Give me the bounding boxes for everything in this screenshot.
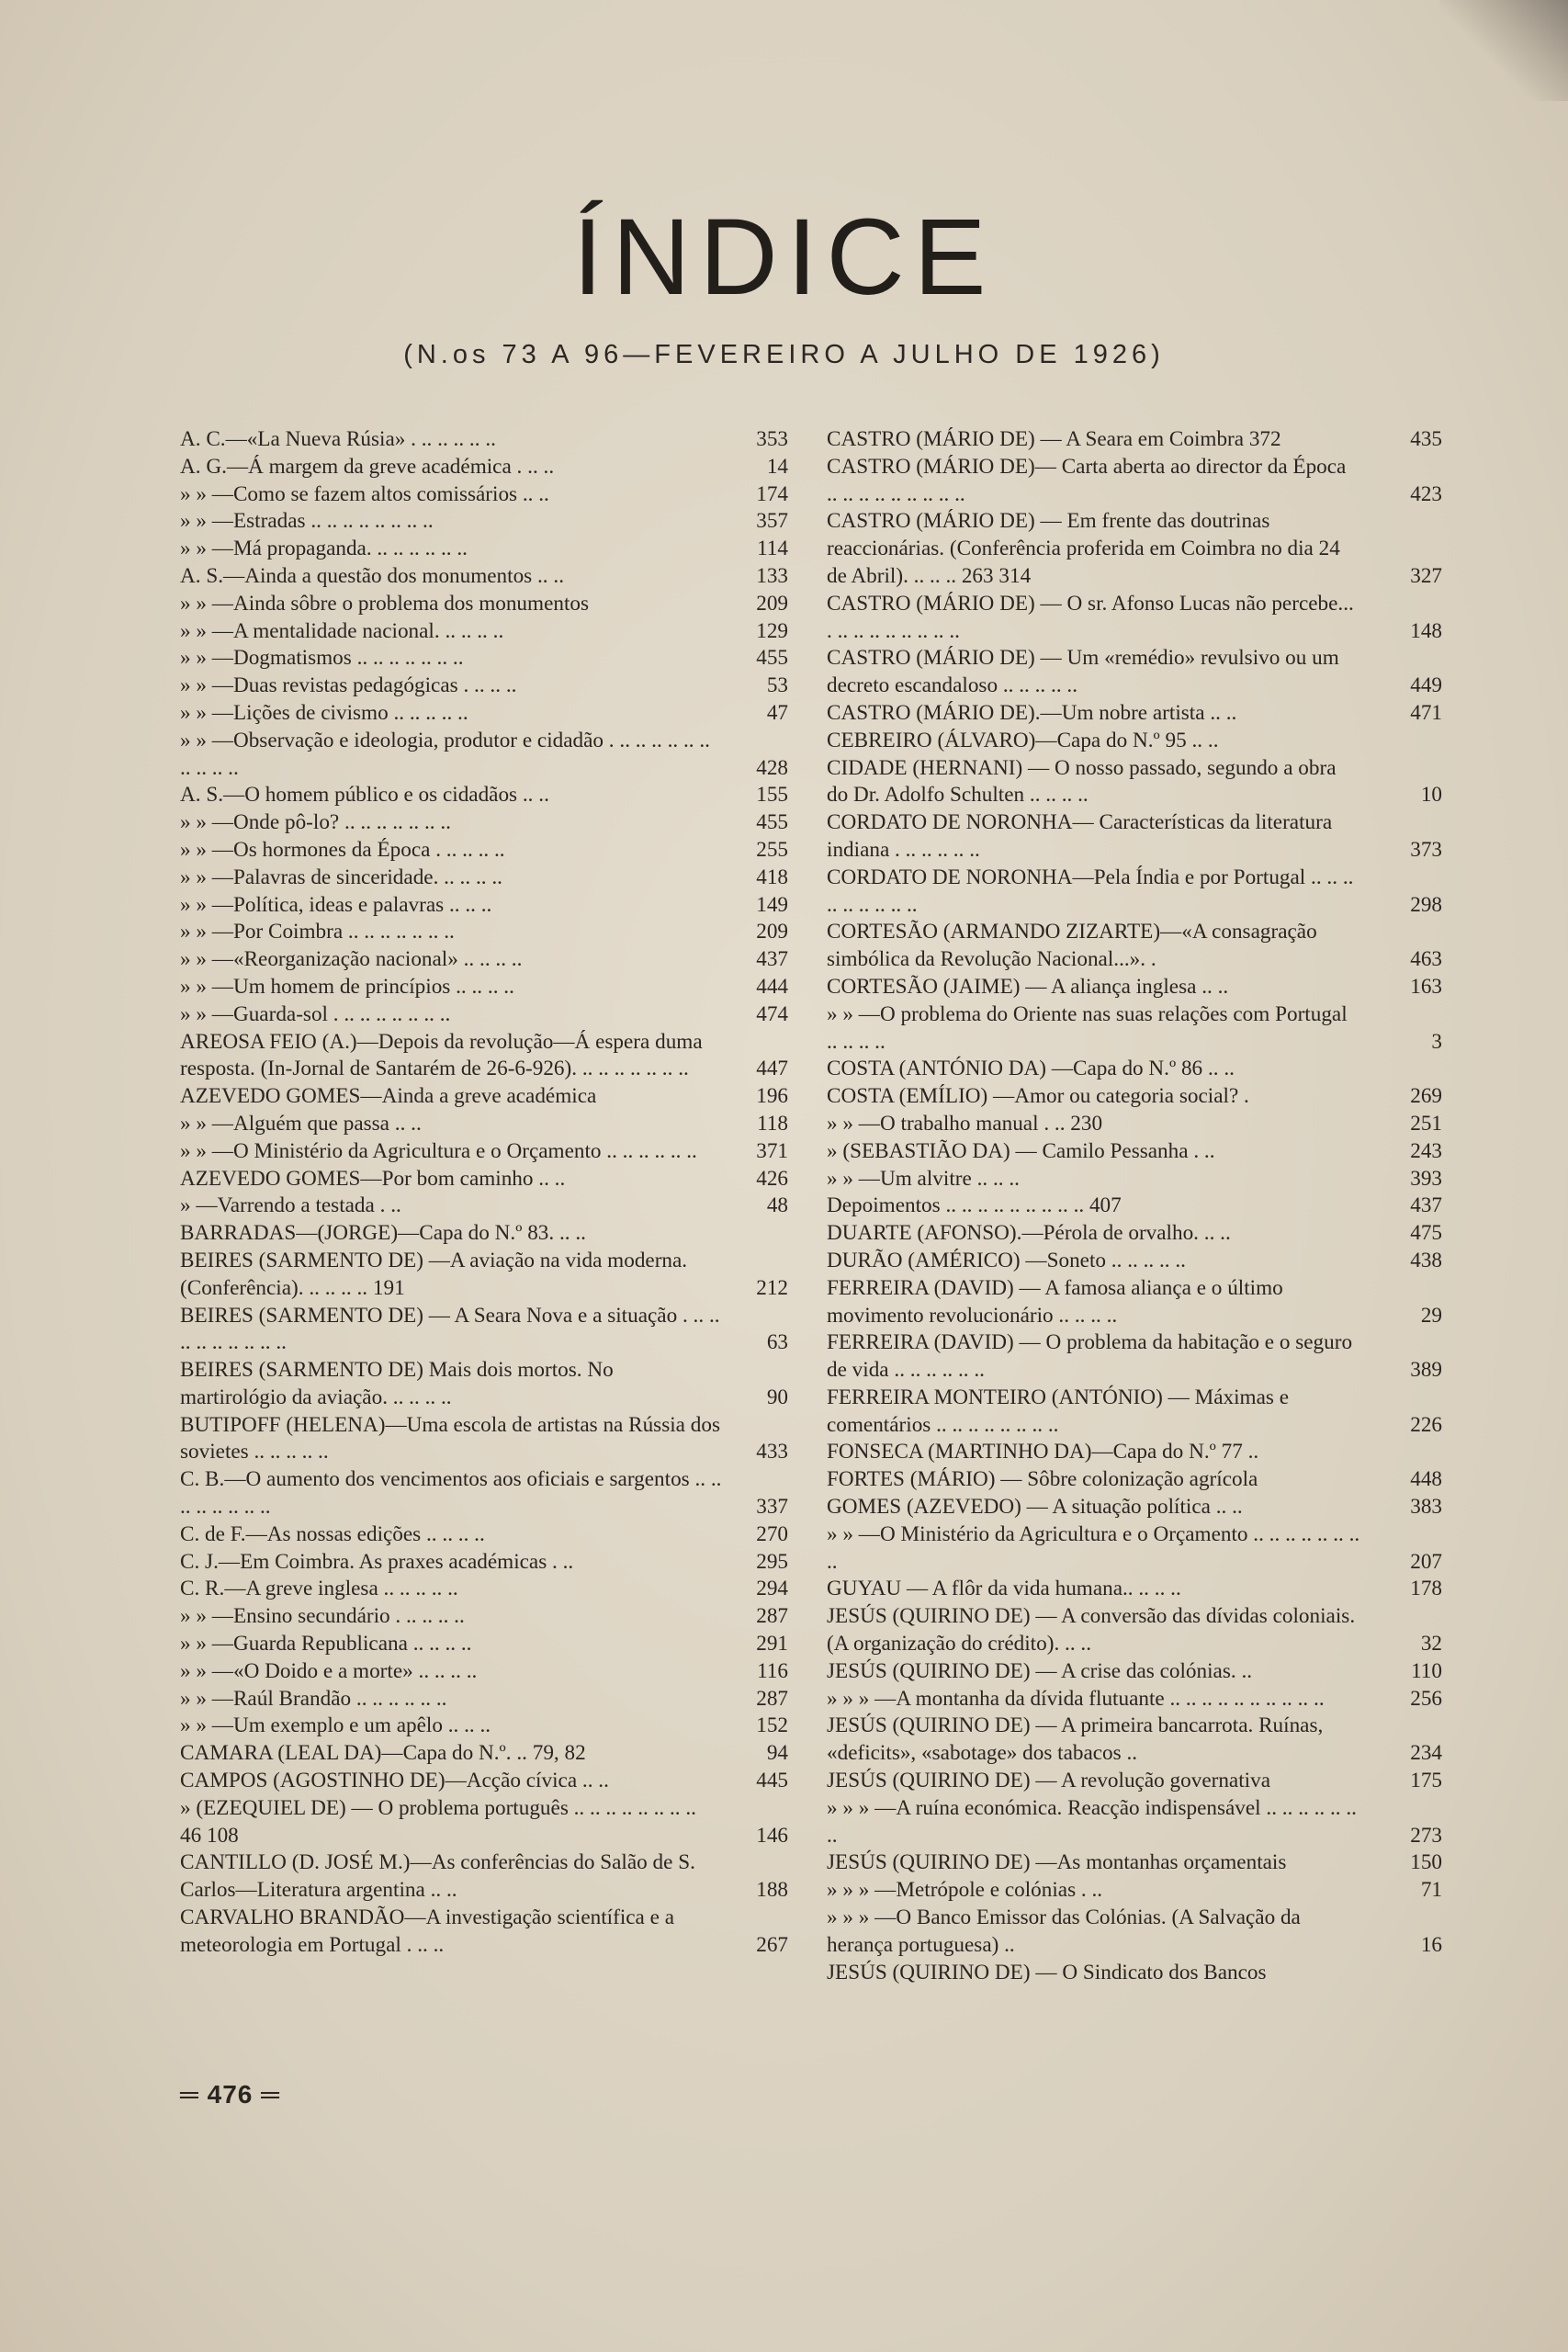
- entry-text: » » » —A ruína económica. Reacção indispensável .. .. .. .. .. .. ..: [827, 1795, 1357, 1848]
- entry-page: 129: [756, 618, 788, 643]
- entry-page: 256: [1410, 1686, 1442, 1711]
- entry-page: 393: [1410, 1166, 1442, 1191]
- index-entry: [180, 618, 788, 646]
- entry-page: 226: [1410, 1412, 1442, 1437]
- entry-text: JESÚS (QUIRINO DE) — A crise das colónias. ..: [827, 1658, 1253, 1683]
- entry-text: » » —O Ministério da Agricultura e o Orçamento .. .. .. .. .. ..: [180, 1138, 697, 1163]
- entry-text: COSTA (ANTÓNIO DA) —Capa do N.º 86 .. ..: [827, 1057, 1235, 1081]
- entry-page: 116: [757, 1658, 788, 1683]
- index-entry: [180, 1713, 788, 1740]
- index-entry: [827, 645, 1442, 700]
- entry-text: C. J.—Em Coimbra. As praxes académicas . ..: [180, 1549, 574, 1574]
- index-entry: [827, 1795, 1442, 1850]
- index-entry: [180, 1740, 788, 1768]
- entry-page: 209: [756, 920, 788, 944]
- entry-text: » » » —Metrópole e colónias . ..: [827, 1878, 1103, 1903]
- entry-page: 71: [1420, 1878, 1442, 1903]
- entry-page: 287: [756, 1686, 788, 1711]
- entry-page: 389: [1410, 1358, 1442, 1383]
- entry-text: » » —O problema do Oriente nas suas relações com Portugal .. .. .. ..: [827, 1001, 1348, 1054]
- entry-text: CAMPOS (AGOSTINHO DE)—Acção cívica .. ..: [180, 1769, 609, 1793]
- entry-page: 63: [766, 1330, 788, 1355]
- entry-text: » » —Guarda Republicana .. .. .. ..: [180, 1632, 472, 1657]
- index-entry: [827, 454, 1442, 509]
- entry-page: 327: [1410, 563, 1442, 588]
- entry-text: JESÚS (QUIRINO DE) — A conversão das dívidas coloniais. (A organização do crédito). .. ..: [827, 1604, 1356, 1657]
- index-column-right: [827, 426, 1442, 1986]
- entry-text: DUARTE (AFONSO).—Pérola de orvalho. .. ..: [827, 1221, 1231, 1246]
- index-entry: [180, 508, 788, 536]
- entry-text: » —Varrendo a testada . ..: [180, 1193, 401, 1218]
- index-entry: [180, 728, 788, 783]
- entry-page: 10: [1420, 783, 1442, 808]
- entry-text: AZEVEDO GOMES—Ainda a greve académica: [180, 1084, 597, 1109]
- entry-page: 294: [756, 1577, 788, 1601]
- entry-page: 150: [1410, 1850, 1442, 1875]
- entry-page: 353: [756, 427, 788, 451]
- index-entry: [180, 454, 788, 481]
- index-entry: [180, 536, 788, 563]
- entry-page: 234: [1410, 1741, 1442, 1766]
- entry-text: C. R.—A greve inglesa .. .. .. .. ..: [180, 1577, 458, 1601]
- entry-page: 146: [756, 1823, 788, 1848]
- entry-text: GOMES (AZEVEDO) — A situação política .. ..: [827, 1495, 1243, 1520]
- entry-page: 14: [766, 454, 788, 479]
- entry-text: CORDATO DE NORONHA—Pela Índia e por Portugal .. .. .. .. .. .. .. .. ..: [827, 865, 1354, 917]
- entry-page: 207: [1410, 1549, 1442, 1574]
- index-entry: [827, 1275, 1442, 1330]
- entry-page: 149: [756, 892, 788, 917]
- index-entry: [827, 1905, 1442, 1960]
- entry-page: 444: [756, 974, 788, 999]
- page-subtitle: (N.os 73 A 96—FEVEREIRO A JULHO DE 1926): [403, 340, 1165, 369]
- entry-page: 418: [756, 865, 788, 889]
- entry-page: 3: [1431, 1029, 1442, 1054]
- entry-text: CASTRO (MÁRIO DE) — Um «remédio» revulsivo ou um decreto escandaloso .. .. .. .. ..: [827, 646, 1339, 698]
- index-entry: [827, 700, 1442, 728]
- entry-text: » (SEBASTIÃO DA) — Camilo Pessanha . ..: [827, 1138, 1215, 1163]
- index-entry: [827, 1111, 1442, 1138]
- entry-text: » » —Dogmatismos .. .. .. .. .. .. ..: [180, 646, 464, 671]
- entry-page: 447: [756, 1057, 788, 1081]
- entry-page: 437: [1410, 1193, 1442, 1218]
- index-entry: [180, 673, 788, 700]
- index-entry: [180, 1603, 788, 1631]
- entry-text: » » —«O Doido e a morte» .. .. .. ..: [180, 1658, 478, 1683]
- index-entry: [827, 1849, 1442, 1877]
- index-entry: [180, 1686, 788, 1713]
- entry-page: 29: [1420, 1303, 1442, 1328]
- index-entry: [180, 974, 788, 1001]
- entry-text: FERREIRA (DAVID) — O problema da habitação e o seguro de vida .. .. .. .. .. ..: [827, 1330, 1353, 1383]
- entry-page: 287: [756, 1604, 788, 1629]
- entry-page: 463: [1410, 947, 1442, 972]
- entry-page: 178: [1410, 1577, 1442, 1601]
- entry-text: » » —Um exemplo e um apêlo .. .. ..: [180, 1713, 491, 1738]
- index-entry: [827, 1248, 1442, 1275]
- index-entry: [827, 1083, 1442, 1111]
- index-entry: [180, 1412, 788, 1467]
- entry-text: COSTA (EMÍLIO) —Amor ou categoria social? .: [827, 1084, 1249, 1109]
- entry-text: JESÚS (QUIRINO DE) — A revolução governativa: [827, 1769, 1270, 1793]
- torn-corner: [1439, 0, 1568, 101]
- entry-text: CORTESÃO (ARMANDO ZIZARTE)—«A consagração simbólica da Revolução Nacional...». .: [827, 920, 1317, 972]
- index-entry: [827, 865, 1442, 920]
- entry-text: » » —Como se fazem altos comissários .. ..: [180, 481, 549, 506]
- entry-text: » » —Guarda-sol . .. .. .. .. .. .. ..: [180, 1001, 451, 1026]
- index-entry: [827, 1439, 1442, 1466]
- index-entry: [180, 919, 788, 946]
- index-entry: [180, 837, 788, 865]
- entry-page: 357: [756, 509, 788, 534]
- entry-page: 255: [756, 837, 788, 862]
- index-entry: [180, 1248, 788, 1303]
- entry-page: 174: [756, 481, 788, 506]
- entry-text: A. C.—«La Nueva Rúsia» . .. .. .. .. ..: [180, 427, 496, 451]
- entry-page: 448: [1410, 1467, 1442, 1492]
- index-entry: [180, 1001, 788, 1029]
- entry-text: » » —Raúl Brandão .. .. .. .. .. ..: [180, 1686, 447, 1711]
- index-entry: [180, 1166, 788, 1193]
- entry-text: » » —Observação e ideologia, produtor e cidadão . .. .. .. .. .. .. .. .. .. ..: [180, 728, 710, 780]
- index-entry: [180, 481, 788, 509]
- entry-page: 428: [756, 755, 788, 780]
- entry-text: CASTRO (MÁRIO DE) — O sr. Afonso Lucas não percebe... . .. .. .. .. .. .. .. ..: [827, 591, 1354, 643]
- index-entry: [827, 1658, 1442, 1686]
- index-entry: [180, 1357, 788, 1412]
- index-entry: [827, 508, 1442, 590]
- entry-text: BEIRES (SARMENTO DE) —A aviação na vida moderna. (Conferência). .. .. .. .. 191: [180, 1248, 688, 1300]
- entry-text: CIDADE (HERNANI) — O nosso passado, segundo a obra do Dr. Adolfo Schulten .. .. .. ..: [827, 755, 1337, 808]
- page-number: ═ 476 ═: [180, 2080, 280, 2109]
- index-entry: [180, 591, 788, 618]
- entry-text: Depoimentos .. .. .. .. .. .. .. .. .. 407: [827, 1193, 1122, 1218]
- entry-page: 433: [756, 1440, 788, 1464]
- entry-text: BUTIPOFF (HELENA)—Uma escola de artistas na Rússia dos sovietes .. .. .. .. ..: [180, 1412, 720, 1464]
- entry-text: » » —Alguém que passa .. ..: [180, 1111, 422, 1136]
- entry-page: 118: [757, 1111, 788, 1136]
- index-entry: [827, 1494, 1442, 1521]
- index-entry: [827, 1466, 1442, 1494]
- entry-text: » » —Má propaganda. .. .. .. .. .. ..: [180, 537, 468, 561]
- entry-text: FONSECA (MARTINHO DA)—Capa do N.º 77 ..: [827, 1440, 1259, 1464]
- entry-page: 270: [756, 1521, 788, 1546]
- entry-text: FORTES (MÁRIO) — Sôbre colonização agrícola: [827, 1467, 1258, 1492]
- entry-text: » » —Ensino secundário . .. .. .. ..: [180, 1604, 465, 1629]
- entry-page: 267: [756, 1932, 788, 1957]
- entry-text: » » —Estradas .. .. .. .. .. .. .. ..: [180, 509, 434, 534]
- index-entry: [827, 1768, 1442, 1795]
- index-entry: [180, 645, 788, 673]
- index-entry: [827, 1960, 1442, 1987]
- index-entry: [180, 892, 788, 920]
- entry-text: JESÚS (QUIRINO DE) — O Sindicato dos Bancos: [827, 1960, 1267, 1984]
- index-entry: [827, 1001, 1442, 1057]
- index-entry: [180, 1303, 788, 1358]
- entry-text: » » —Por Coimbra .. .. .. .. .. .. ..: [180, 920, 455, 944]
- entry-page: 455: [756, 646, 788, 671]
- entry-page: 295: [756, 1549, 788, 1574]
- entry-text: » » —A mentalidade nacional. .. .. .. ..: [180, 618, 504, 643]
- entry-text: BEIRES (SARMENTO DE) Mais dois mortos. No martirológio da aviação. .. .. .. ..: [180, 1358, 614, 1409]
- entry-text: AZEVEDO GOMES—Por bom caminho .. ..: [180, 1166, 566, 1191]
- index-entry: [180, 700, 788, 728]
- entry-page: 435: [1410, 427, 1442, 451]
- index-entry: [827, 1138, 1442, 1166]
- index-entry: [180, 563, 788, 591]
- index-column-left: [180, 426, 788, 1960]
- entry-text: » » —Onde pô-lo? .. .. .. .. .. .. ..: [180, 810, 451, 835]
- entry-text: C. B.—O aumento dos vencimentos aos oficiais e sargentos .. .. .. .. .. .. .. ..: [180, 1467, 722, 1520]
- entry-page: 175: [1410, 1769, 1442, 1793]
- entry-page: 445: [756, 1769, 788, 1793]
- entry-text: » » —Palavras de sinceridade. .. .. .. ..: [180, 865, 502, 889]
- index-entry: [827, 1877, 1442, 1905]
- entry-text: FERREIRA MONTEIRO (ANTÓNIO) — Máximas e comentários .. .. .. .. .. .. .. ..: [827, 1385, 1289, 1437]
- entry-text: A. S.—O homem público e os cidadãos .. ..: [180, 783, 549, 808]
- index-entry: [827, 426, 1442, 454]
- index-entry: [180, 1220, 788, 1248]
- entry-text: DURÃO (AMÉRICO) —Soneto .. .. .. .. ..: [827, 1248, 1186, 1272]
- index-entry: [827, 728, 1442, 755]
- entry-text: » » —Política, ideas e palavras .. .. ..: [180, 892, 492, 917]
- entry-page: 148: [1410, 618, 1442, 643]
- index-entry: [827, 974, 1442, 1001]
- entry-text: CASTRO (MÁRIO DE) — Em frente das doutrinas reaccionárias. (Conferência proferida em Coimbra no dia 24 de Abril). .. .. .. 263 314: [827, 509, 1340, 588]
- index-entry: [827, 1329, 1442, 1385]
- entry-text: » » —Lições de civismo .. .. .. .. ..: [180, 700, 468, 725]
- entry-text: » » —Os hormones da Época . .. .. .. ..: [180, 837, 505, 862]
- entry-text: JESÚS (QUIRINO DE) — A primeira bancarrota. Ruínas, «deficits», «sabotage» dos tabacos ..: [827, 1713, 1324, 1766]
- entry-text: » » —O Ministério da Agricultura e o Orçamento .. .. .. .. .. .. .. ..: [827, 1521, 1360, 1574]
- entry-text: CASTRO (MÁRIO DE).—Um nobre artista .. ..: [827, 700, 1237, 725]
- entry-text: CARVALHO BRANDÃO—A investigação scientífica e a meteorologia em Portugal . .. ..: [180, 1905, 675, 1957]
- index-entry: [827, 591, 1442, 646]
- entry-page: 475: [1410, 1221, 1442, 1246]
- entry-text: CAMARA (LEAL DA)—Capa do N.º. .. 79, 82: [180, 1741, 586, 1766]
- index-entry: [827, 1713, 1442, 1768]
- entry-page: 291: [756, 1632, 788, 1657]
- entry-page: 94: [766, 1741, 788, 1766]
- index-entry: [180, 1521, 788, 1549]
- index-entry: [180, 1549, 788, 1577]
- entry-page: 455: [756, 810, 788, 835]
- entry-text: » » —Um homem de princípios .. .. .. ..: [180, 974, 514, 999]
- entry-text: » » —Duas revistas pedagógicas . .. .. ..: [180, 673, 517, 698]
- index-entry: [180, 809, 788, 837]
- index-entry: [827, 1603, 1442, 1658]
- entry-page: 273: [1410, 1823, 1442, 1848]
- index-entry: [827, 1056, 1442, 1083]
- index-entry: [827, 1385, 1442, 1440]
- index-entry: [180, 1138, 788, 1166]
- entry-page: 371: [756, 1138, 788, 1163]
- entry-page: 212: [756, 1275, 788, 1300]
- entry-text: AREOSA FEIO (A.)—Depois da revolução—Á espera duma resposta. (In-Jornal de Santarém de 26-6-926). .. .. .. .. .. .. ..: [180, 1029, 703, 1081]
- entry-page: 269: [1410, 1084, 1442, 1109]
- entry-page: 196: [756, 1084, 788, 1109]
- index-entry: [827, 1166, 1442, 1193]
- entry-text: » » —«Reorganização nacional» .. .. .. ..: [180, 947, 523, 972]
- entry-page: 53: [766, 673, 788, 698]
- index-entry: [180, 1631, 788, 1658]
- index-entry: [827, 1686, 1442, 1713]
- entry-text: GUYAU — A flôr da vida humana.. .. .. ..: [827, 1577, 1181, 1601]
- index-entry: [180, 1849, 788, 1905]
- entry-page: 114: [757, 537, 788, 561]
- index-entry: [827, 1521, 1442, 1577]
- entry-text: CORDATO DE NORONHA— Características da literatura indiana . .. .. .. .. ..: [827, 810, 1333, 862]
- entry-page: 48: [766, 1193, 788, 1218]
- entry-page: 438: [1410, 1248, 1442, 1272]
- entry-text: » » —Ainda sôbre o problema dos monumentos: [180, 591, 590, 616]
- index-entry: [827, 919, 1442, 974]
- index-entry: [180, 1193, 788, 1220]
- entry-page: 188: [756, 1878, 788, 1903]
- entry-page: 32: [1420, 1632, 1442, 1657]
- page-title: ÍNDICE: [572, 197, 996, 318]
- index-entry: [180, 865, 788, 892]
- entry-page: 337: [756, 1495, 788, 1520]
- entry-page: 16: [1420, 1932, 1442, 1957]
- index-entry: [180, 1576, 788, 1603]
- entry-text: BARRADAS—(JORGE)—Capa do N.º 83. .. ..: [180, 1221, 586, 1246]
- entry-text: CORTESÃO (JAIME) — A aliança inglesa .. ..: [827, 974, 1229, 999]
- entry-page: 471: [1410, 700, 1442, 725]
- index-entry: [180, 946, 788, 974]
- index-entry: [180, 1795, 788, 1850]
- entry-page: 423: [1410, 481, 1442, 506]
- entry-text: A. G.—Á margem da greve académica . .. ..: [180, 454, 555, 479]
- index-entry: [827, 1193, 1442, 1220]
- index-entry: [827, 1220, 1442, 1248]
- entry-page: 209: [756, 591, 788, 616]
- entry-page: 90: [766, 1385, 788, 1409]
- index-entry: [180, 1658, 788, 1686]
- index-entry: [180, 1029, 788, 1084]
- entry-text: » » » —O Banco Emissor das Colónias. (A Salvação da herança portuguesa) ..: [827, 1905, 1301, 1957]
- entry-text: BEIRES (SARMENTO DE) — A Seara Nova e a situação . .. .. .. .. .. .. .. .. ..: [180, 1303, 720, 1355]
- entry-text: CASTRO (MÁRIO DE) — A Seara em Coimbra 372: [827, 427, 1281, 451]
- entry-page: 251: [1410, 1111, 1442, 1136]
- entry-text: CANTILLO (D. JOSÉ M.)—As conferências do Salão de S. Carlos—Literatura argentina .. ..: [180, 1850, 695, 1903]
- index-entry: [180, 782, 788, 809]
- entry-page: 449: [1410, 673, 1442, 698]
- entry-text: CASTRO (MÁRIO DE)— Carta aberta ao director da Época .. .. .. .. .. .. .. .. ..: [827, 454, 1347, 506]
- index-entry: [180, 1111, 788, 1138]
- entry-page: 298: [1410, 892, 1442, 917]
- entry-page: 243: [1410, 1138, 1442, 1163]
- index-entry: [827, 1576, 1442, 1603]
- entry-page: 152: [756, 1713, 788, 1738]
- entry-text: CEBREIRO (ÁLVARO)—Capa do N.º 95 .. ..: [827, 728, 1219, 752]
- index-entry: [180, 1768, 788, 1795]
- index-entry: [180, 1905, 788, 1960]
- entry-page: 373: [1410, 837, 1442, 862]
- entry-text: » » » —A montanha da dívida flutuante .. .. .. .. .. .. .. .. .. ..: [827, 1686, 1325, 1711]
- index-entry: [827, 809, 1442, 865]
- entry-text: » » —Um alvitre .. .. ..: [827, 1166, 1020, 1191]
- entry-page: 133: [756, 563, 788, 588]
- entry-text: » » —O trabalho manual . .. 230: [827, 1111, 1103, 1136]
- index-entry: [180, 1083, 788, 1111]
- entry-page: 383: [1410, 1495, 1442, 1520]
- index-entry: [827, 755, 1442, 810]
- index-entry: [180, 426, 788, 454]
- entry-page: 155: [756, 783, 788, 808]
- entry-text: » (EZEQUIEL DE) — O problema português .. .. .. .. .. .. .. .. 46 108: [180, 1795, 696, 1848]
- entry-page: 437: [756, 947, 788, 972]
- entry-page: 163: [1410, 974, 1442, 999]
- entry-page: 110: [1411, 1658, 1442, 1683]
- index-entry: [180, 1466, 788, 1521]
- entry-page: 474: [756, 1001, 788, 1026]
- entry-text: C. de F.—As nossas edições .. .. .. ..: [180, 1521, 485, 1546]
- entry-text: JESÚS (QUIRINO DE) —As montanhas orçamentais: [827, 1850, 1287, 1875]
- entry-page: 426: [756, 1166, 788, 1191]
- entry-page: 47: [766, 700, 788, 725]
- entry-text: A. S.—Ainda a questão dos monumentos .. ..: [180, 563, 564, 588]
- entry-text: FERREIRA (DAVID) — A famosa aliança e o último movimento revolucionário .. .. .. ..: [827, 1275, 1283, 1328]
